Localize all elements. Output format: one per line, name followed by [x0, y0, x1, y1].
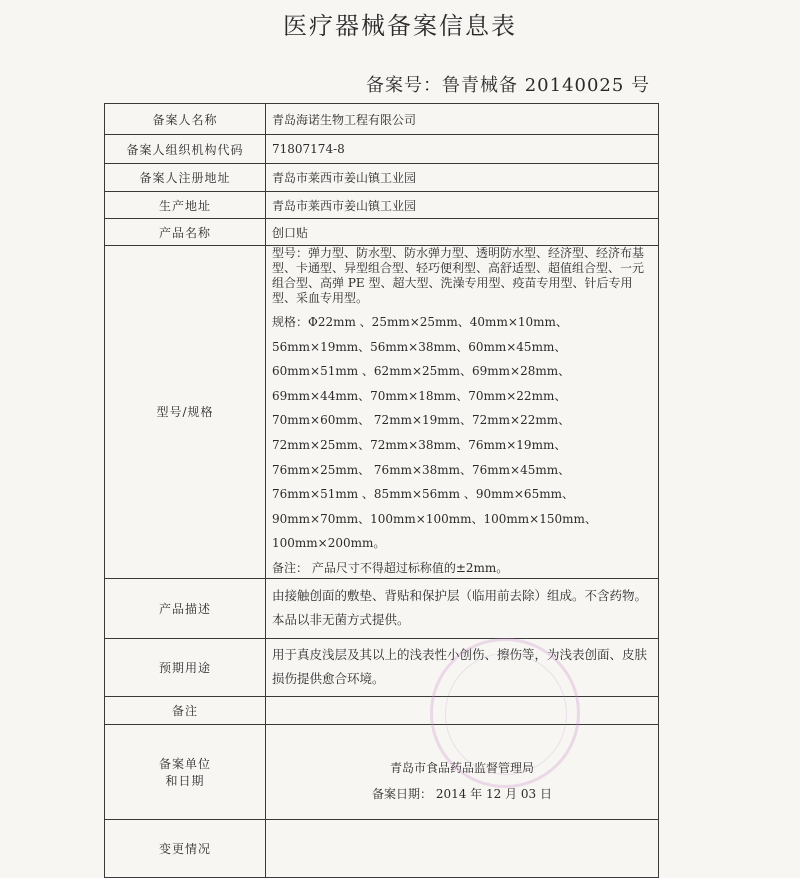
- filing-unit-name: 青岛市食品药品监督管理局: [389, 760, 534, 775]
- prod-address-value: 青岛市莱西市姜山镇工业园: [266, 192, 659, 219]
- table-row: [105, 104, 659, 135]
- record-number: 备案号：鲁青械备 20140025 号: [366, 75, 651, 96]
- changes-value: [266, 819, 659, 877]
- description-value: 由接触创面的敷垫、背贴和保护层（临用前去除）组成。不含药物。本品以非无菌方式提供。: [272, 588, 648, 628]
- table-row: [105, 696, 659, 724]
- changes-label: 变更情况: [105, 819, 266, 877]
- prod-address-label: 生产地址: [105, 192, 266, 219]
- table-row: [105, 246, 659, 579]
- org-code-value: 71807174-8: [266, 135, 659, 164]
- table-row: [105, 219, 659, 246]
- filing-date: 备案日期： 2014 年 12 月 03 日: [372, 786, 552, 801]
- org-code-label: 备案人组织机构代码: [105, 135, 266, 164]
- reg-address-value: 青岛市莱西市姜山镇工业园: [266, 164, 659, 192]
- reg-address-label: 备案人注册地址: [105, 164, 266, 192]
- spec-list: 规格：Φ22mm 、25mm×25mm、40mm×10mm、56mm×19mm、56mm×38mm、60mm×45mm、60mm×51mm 、62mm×25mm、69mm×28mm、69mm×44mm、70mm×18mm、70mm×22mm、70mm×60mm、 72mm×19mm、72mm×22mm、72mm×25mm、72mm×38mm、76mm×19mm、76mm×25mm、 76mm×38mm、76mm×45mm、76mm×51mm 、85mm×56mm 、90mm×65mm、90mm×70mm、100mm×100mm、100mm×150mm、100mm×200mm。: [272, 315, 597, 551]
- document-title: 医疗器械备案信息表: [283, 12, 517, 40]
- spec-note: 备注： 产品尺寸不得超过标称值的±2mm。: [272, 560, 509, 575]
- registrant-name-label: 备案人名称: [105, 104, 266, 135]
- model-spec-label: 型号/规格: [105, 246, 266, 579]
- description-label: 产品描述: [105, 578, 266, 638]
- table-row: [105, 164, 659, 192]
- filing-info-table: [104, 103, 659, 878]
- table-row: [105, 578, 659, 638]
- model-spec-value: [266, 246, 659, 579]
- remarks-label: 备注: [105, 696, 266, 724]
- registrant-name-value: 青岛海诺生物工程有限公司: [266, 104, 659, 135]
- model-list: 型号：弹力型、防水型、防水弹力型、透明防水型、经济型、经济布基型、卡通型、异型组合型、轻巧便利型、高舒适型、超值组合型、一元组合型、高弹 PE 型、超大型、洗澡专用型、疫苗专用型、针后专用型、采血专用型。: [272, 246, 645, 305]
- filing-unit-label-line2: 和日期: [165, 773, 205, 788]
- filing-unit-label-line1: 备案单位: [158, 756, 211, 771]
- table-row: [105, 638, 659, 696]
- product-name-value: 创口贴: [266, 219, 659, 246]
- table-row: [105, 724, 659, 819]
- intended-use-value: 用于真皮浅层及其以上的浅表性小创伤、擦伤等，为浅表创面、皮肤损伤提供愈合环境。: [272, 647, 648, 687]
- filing-unit-label: [105, 724, 266, 819]
- table-row: [105, 192, 659, 219]
- intended-use-label: 预期用途: [105, 638, 266, 696]
- table-row: [105, 135, 659, 164]
- product-name-label: 产品名称: [105, 219, 266, 246]
- remarks-value: [266, 696, 659, 724]
- table-row: [105, 819, 659, 877]
